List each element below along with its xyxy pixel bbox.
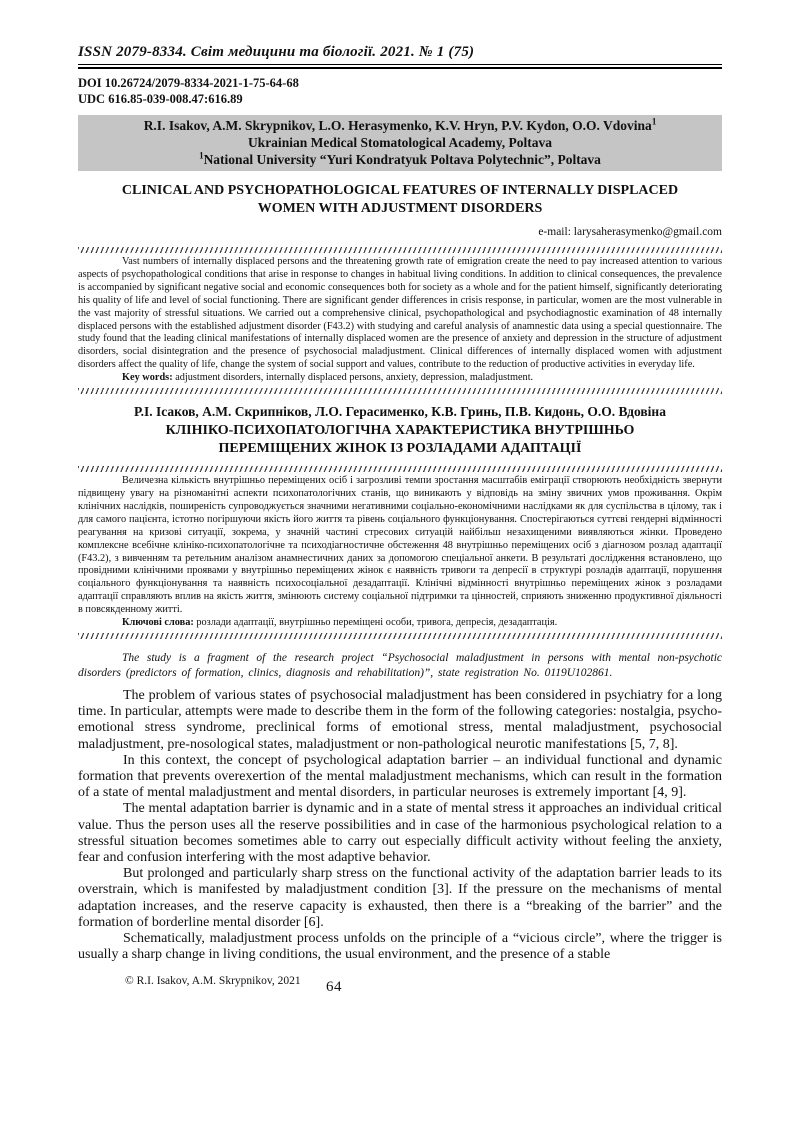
- authors-line-en: [78, 117, 722, 134]
- body-paragraph: But prolonged and particularly sharp stress on the functional activity of the adaptation barrier leads to its overstrain, which is manifested by maladjustment condition [3]. If the pressure on the mechanisms of mental adaptation increases, and the reserve capacity is exhausted, then there is a “breaking of the barrier” and the formation of borderline mental disorder [6].: [78, 866, 722, 930]
- research-project-note: The study is a fragment of the research project “Psychosocial maladjustment in persons with mental non-psychotic disorders (predictors of formation, clinics, diagnosis and rehabilitation)”, state registration No. 0119U102861.: [78, 651, 722, 679]
- affiliation-superscript: 1: [199, 150, 204, 161]
- email-line: e-mail: larysaherasymenko@gmail.com: [538, 226, 722, 238]
- zigzag-divider-bottom-en: [78, 388, 722, 394]
- page-number: 64: [326, 979, 342, 996]
- zigzag-divider-bottom-ua: [78, 633, 722, 639]
- keywords-en-line: [78, 372, 722, 385]
- affiliation-2: [78, 151, 722, 168]
- zigzag-divider-top-ua: [78, 466, 722, 472]
- authors-names-en: R.I. Isakov, A.M. Skrypnikov, L.O. Herasymenko, K.V. Hryn, P.V. Kydon, O.O. Vdovina: [143, 118, 652, 133]
- body-paragraph: The mental adaptation barrier is dynamic and in a state of mental stress it approaches an individual critical value. Thus the person uses all the reserve possibilities and in case of the harmonious psychological relation to a stressful situation becomes sometimes able to carry out especially difficult activity without feeling the anxiety, fear and confusion interfering with the most adaptive behavior.: [78, 801, 722, 865]
- keywords-en-text: adjustment disorders, internally displaced persons, anxiety, depression, maladjustment.: [172, 372, 534, 384]
- page-footer: [78, 975, 722, 1001]
- abstract-ua-section: [78, 466, 722, 639]
- article-body: [78, 688, 722, 963]
- zigzag-divider-top-en: [78, 247, 722, 253]
- article-title-ua: КЛІНІКО-ПСИХОПАТОЛОГІЧНА ХАРАКТЕРИСТИКА ВНУТРІШНЬО ПЕРЕМІЩЕНИХ ЖІНОК ІЗ РОЗЛАДАМИ АДАПТАЦІЇ: [165, 423, 635, 456]
- udc-line: UDC 616.85-039-008.47:616.89: [78, 91, 243, 106]
- header-rule: [78, 67, 722, 69]
- journal-header: ISSN 2079-8334. Світ медицини та біології. 2021. № 1 (75): [78, 44, 722, 65]
- body-paragraph: In this context, the concept of psychological adaptation barrier – an individual functional and dynamic formation that prevents overexertion of the mental maladjustment mechanisms, which can result in the formation of a state of mental maladjustment and mental disorders, in particular neuroses is extremely important [4, 9].: [78, 752, 722, 801]
- body-paragraph: The problem of various states of psychosocial maladjustment has been considered in psychiatry for a long time. In particular, attempts were made to describe them in the form of the following categories: nostalgia, psycho-emotional stress syndrome, preclinical forms of emotional stress, mental maladjustment, psychosocial maladjustment, pre-nosological states, maladjustment or non-pathological neurotic manifestations [5, 7, 8].: [78, 687, 723, 752]
- keywords-ua-line: [78, 617, 722, 630]
- keywords-en-label: Key words:: [122, 372, 173, 384]
- article-title-en: CLINICAL AND PSYCHOPATHOLOGICAL FEATURES OF INTERNALLY DISPLACED WOMEN WITH ADJUSTMENT DISORDERS: [121, 183, 679, 216]
- doi-line: DOI 10.26724/2079-8334-2021-1-75-64-68: [78, 76, 299, 90]
- copyright-line: © R.I. Isakov, A.M. Skrypnikov, 2021: [125, 975, 301, 988]
- keywords-ua-label: Ключові слова:: [122, 617, 194, 629]
- affiliation-2-text: National University “Yuri Kondratyuk Poltava Polytechnic”, Poltava: [203, 152, 601, 167]
- abstract-en-text: Vast numbers of internally displaced persons and the threatening growth rate of emigration create the need to pay increased attention to various aspects of psychopathological conditions that arise in response to changes in habitual living conditions. In addition to clinical consequences, the prevalence is accompanied by significant negative social and economic consequences both for society as a whole and for the patient himself, significantly deteriorating his quality of life and level of social functioning. There are significant gender differences in crisis response, in particular, women are the most vulnerable in the vast majority of stressful situations. We carried out a comprehensive clinical, psychopathological and psychodiagnostic examination of 48 internally displaced persons with the established adjustment disorder (F43.2) with studying and careful analysis of anamnestic data using a special questionnaire. The study found that the leading clinical manifestations of internally displaced women are the presence of anxiety and depression in the structure of adjustment disorders, social disintegration and the presence of psychosocial maladjustment. Clinical differences of internally displaced women with adjustment disorders affect the quality of life, change the system of social support and values, contribute to the reduction of productive activities in everyday life.: [78, 256, 722, 371]
- keywords-ua-text: розлади адаптації, внутрішньо переміщені особи, тривога, депресія, дезадаптація.: [193, 617, 558, 629]
- affiliation-1: Ukrainian Medical Stomatological Academy, Poltava: [247, 135, 553, 150]
- page-content: [78, 0, 722, 1001]
- doi-udc-block: [78, 76, 722, 107]
- abstract-ua-text: Величезна кількість внутрішньо переміщених осіб і загрозливі темпи зростання масштабів еміграції створюють необхідність звернути підвищену увагу на різноманітні аспекти психопатологічних станів, що виникають у відповідь на зміну звичних умов проживання. Окрім клінічних наслідків, поширеність супроводжується значними негативними соціально-економічними наслідками як для суспільства в цілому, так і для самого пацієнта, істотно погіршуючи якість його життя та рівень соціального функціонування. Спостерігаються суттєві гендерні відмінності реагування на кризові ситуації, зокрема, у значній частині стресових ситуацій найбільш незахищеними виявляються жінки. Проведено комплексне всебічне клініко-психопатологічне та психодіагностичне обстеження 48 внутрішньо переміщених осіб з діагнозом розлад адаптації (F43.2), з вивченням та ретельним аналізом анамнестичних даних за допомогою спеціальної анкети. В результаті дослідження встановлено, що провідними клінічними проявами у внутрішньо переміщених жінок є наявність тривоги та депресії в структурі розладів адаптації, порушення соціального функціонування та наявність психосоціальної дезадаптації. Клінічні відмінності внутрішньо переміщених жінок з розладами адаптації справляють вплив на якість життя, змінюють систему соціальної підтримки та цінностей, сприяють зниженню продуктивної діяльності в повсякденному житті.: [78, 475, 722, 616]
- body-paragraph: Schematically, maladjustment process unfolds on the principle of a “vicious circle”, where the trigger is usually a sharp change in living conditions, the usual environment, and the presence of a stable: [78, 930, 722, 963]
- abstract-en-section: [78, 247, 722, 394]
- authors-block-en: [78, 115, 722, 171]
- authors-superscript: 1: [651, 116, 657, 127]
- authors-line-ua: Р.І. Ісаков, А.М. Скрипніков, Л.О. Герасименко, К.В. Гринь, П.В. Кидонь, О.О. Вдовіна: [134, 404, 666, 420]
